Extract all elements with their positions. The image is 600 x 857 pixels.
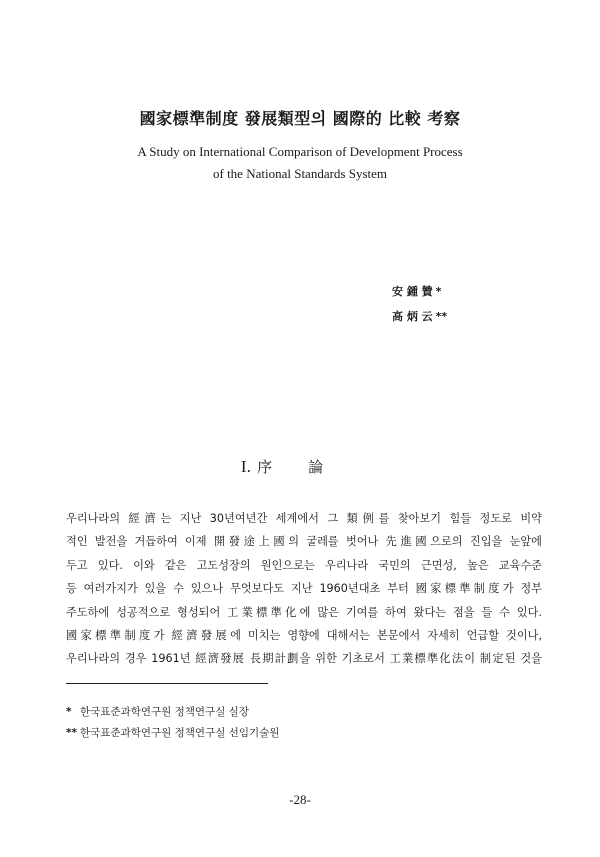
body-line: 國家標準制度가 經濟發展에 미치는 영향에 대해서는 본문에서 자세히 언급할 것이나, [66,629,542,643]
section-title: 序論 [257,458,360,476]
section-heading [0,456,600,477]
author-1-name: 安 鍾 贊 [392,285,433,298]
body-line: 우리나라의 經濟는 지난 30년여년간 세계에서 그 類例를 찾아보기 힘들 정도로 비약 [66,512,542,525]
footnote-2 [66,723,279,744]
footnote-2-mark: ** [66,727,77,739]
footnote-2-text: 한국표준과학연구원 정책연구실 선임기술원 [80,727,280,739]
author-1 [392,279,447,304]
author-block [392,279,447,329]
footnote-1-mark: * [66,706,72,718]
footnotes [66,702,279,744]
author-2-footnote-mark: ** [435,310,448,323]
body-line: 적인 발전을 거듭하여 이제 開發途上國의 굴레를 벗어나 先進國으로의 진입을 눈앞에 [66,535,542,549]
paper-title-english-line-2: of the National Standards System [212,166,388,181]
body-line: 등 여러가지가 있을 수 있으나 무엇보다도 지난 1960년대초 부터 國家標準制度가 정부 [66,582,542,596]
body-paragraph [66,507,542,671]
author-1-footnote-mark: * [435,285,442,298]
footnote-divider [66,683,268,684]
page-number: -28- [289,792,311,807]
paper-title-korean: 國家標準制度 發展類型의 國際的 比較 考察 [139,109,461,128]
paper-title-english-line-1: A Study on International Comparison of Development Process [137,144,463,159]
footnote-1-text: 한국표준과학연구원 정책연구실 실장 [80,706,249,718]
body-line: 우리나라의 경우 1961년 經濟發展 長期計劃을 위한 기초로서 工業標準化法이 制定된 것을 [66,652,542,666]
body-line: 주도하에 성공적으로 형성되어 工業標準化에 많은 기여를 하여 왔다는 점을 들 수 있다. [66,605,542,619]
author-2-name: 高 炳 云 [392,310,433,323]
section-number: I. [240,457,251,476]
footnote-1 [66,702,279,723]
author-2 [392,304,447,329]
body-line: 두고 있다. 이와 같은 고도성장의 원인으로는 우리나라 국민의 근면성, 높은 교육수준 [66,558,542,572]
